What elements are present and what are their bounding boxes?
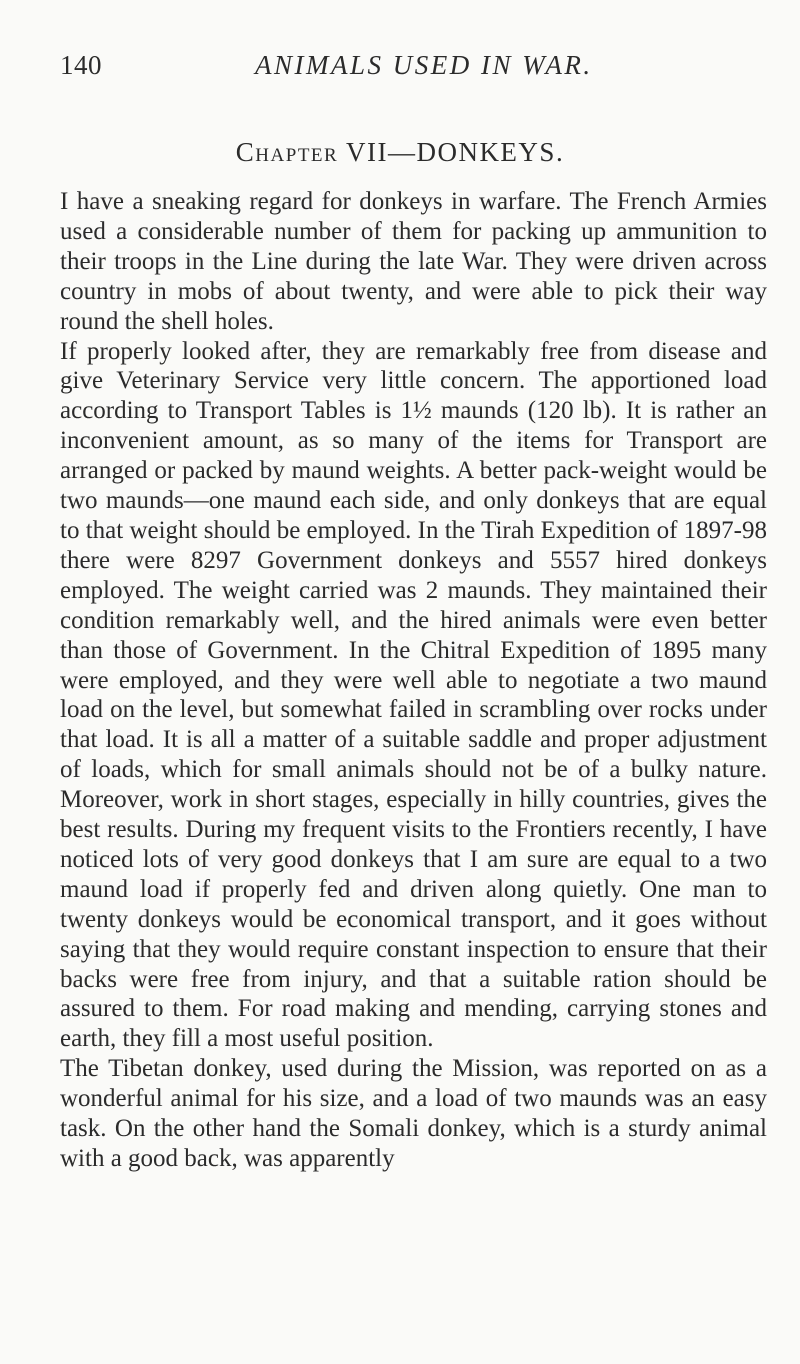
page-number: 140 bbox=[60, 50, 102, 80]
paragraph-2: If properly looked after, they are remarkably free from disease and give Veterinary Service very little concern. The apportioned load according to Transport Tables is 1½ maunds (120 lb). It is rather an inconvenient amount, as so many of the items for Transport are arranged or packed by maund weights. A better pack-weight would be two maunds—one maund each side, and only donkeys that are equal to that weight should be employed. In the Tirah Expedition of 1897-98 there were 8297 Government donkeys and 5557 hired donkeys employed. The weight carried was 2 maunds. They maintained their condition remarkably well, and the hired animals were even better than those of Government. In the Chitral Expedition of 1895 many were employed, and they were well able to negotiate a two maund load on the level, but somewhat failed in scrambling over rocks under that load. It is all a matter of a suitable saddle and proper adjustment of loads, which for small animals should not be of a bulky nature. Moreover, work in short stages, especially in hilly countries, gives the best results. During my frequent visits to the Frontiers recently, I have noticed lots of very good donkeys that I am sure are equal to a two maund load if properly fed and driven along quietly. One man to twenty donkeys would be economical transport, and it goes without saying that they would require constant inspection to ensure that their backs were free from injury, and that a suitable ration should be assured to them. For road making and mending, carrying stones and earth, they fill a most useful position. bbox=[60, 337, 767, 1053]
running-head bbox=[60, 50, 760, 80]
chapter-title: Chapter VII—DONKEYS. bbox=[235, 137, 565, 167]
paragraph-3: The Tibetan donkey, used during the Mission, was reported on as a wonderful animal for his size, and a load of two maunds was an easy task. On the other hand the Somali donkey, which is a sturdy animal with a good back, was apparently bbox=[60, 1055, 767, 1172]
paragraph-1: I have a sneaking regard for donkeys in warfare. The French Armies used a considerable number of them for packing up ammunition to their troops in the Line during the late War. They were driven across country in mobs of about twenty, and were able to pick their way round the shell holes. bbox=[60, 188, 767, 335]
running-title: ANIMALS USED IN WAR. bbox=[255, 50, 593, 80]
body-text bbox=[60, 187, 767, 1174]
